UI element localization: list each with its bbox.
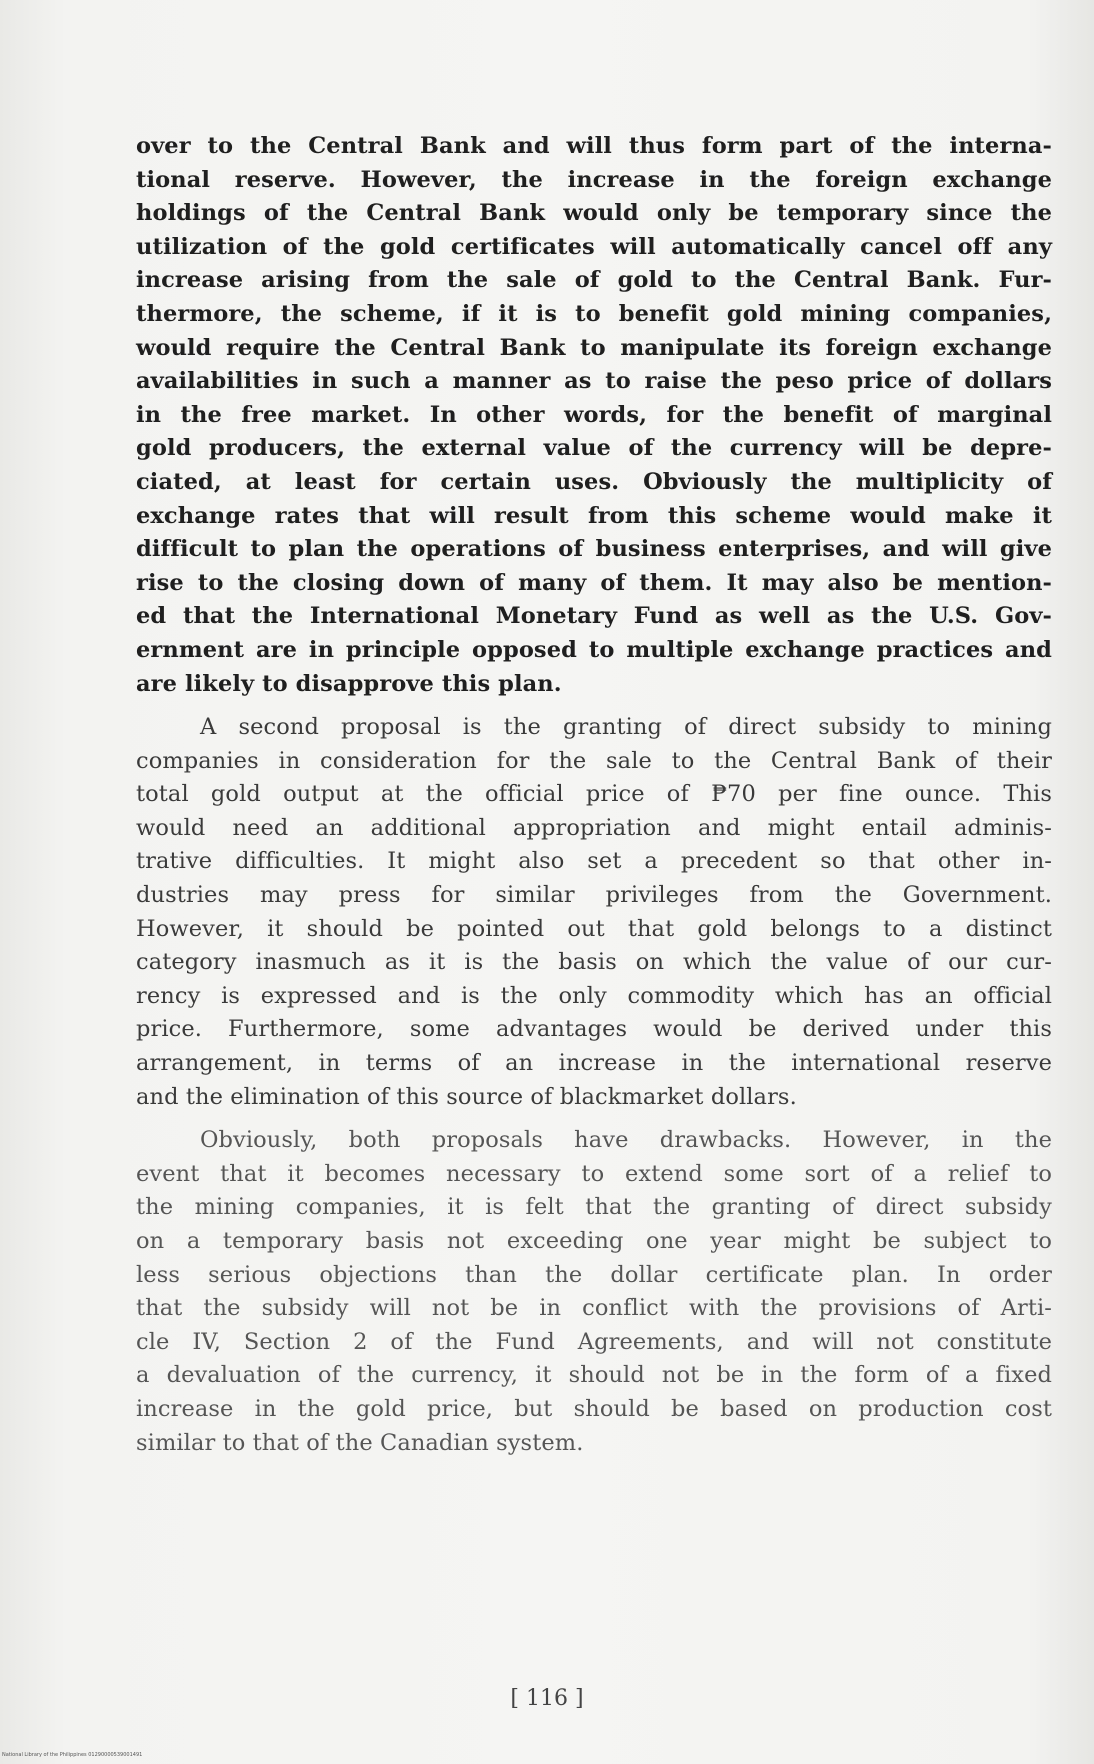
text-line: thermore, the scheme, if it is to benefit gold mining companies,	[136, 300, 1052, 327]
text-line: Obviously, both proposals have drawbacks. However, in the	[200, 1127, 1052, 1154]
text-line: price. Furthermore, some advantages would be derived under this	[136, 1016, 1052, 1043]
text-line: total gold output at the official price of ₱70 per fine ounce. This	[136, 781, 1052, 808]
text-line: that the subsidy will not be in conflict with the provisions of Arti-	[136, 1295, 1052, 1322]
text-line: in the free market. In other words, for the benefit of marginal	[136, 401, 1052, 428]
library-footer: National Library of the Philippines 01290000539001491	[2, 1752, 143, 1758]
text-line: category inasmuch as it is the basis on which the value of our cur-	[136, 949, 1052, 976]
text-line: a devaluation of the currency, it should not be in the form of a fixed	[136, 1362, 1052, 1389]
text-line: increase arising from the sale of gold to the Central Bank. Fur-	[136, 267, 1052, 294]
text-line: the mining companies, it is felt that the granting of direct subsidy	[136, 1194, 1052, 1221]
text-line: on a temporary basis not exceeding one year might be subject to	[136, 1228, 1052, 1254]
text-line: increase in the gold price, but should be based on production cost	[136, 1395, 1052, 1422]
text-line: difficult to plan the operations of business enterprises, and will give	[136, 536, 1052, 563]
text-line: ed that the International Monetary Fund as well as the U.S. Gov-	[136, 603, 1052, 630]
text-line: gold producers, the external value of the currency will be depre-	[136, 435, 1052, 462]
text-line: availabilities in such a manner as to raise the peso price of dollars	[136, 368, 1052, 395]
text-line: event that it becomes necessary to extend some sort of a relief to	[136, 1160, 1052, 1187]
text-line: ciated, at least for certain uses. Obviously the multiplicity of	[136, 468, 1052, 495]
text-line: over to the Central Bank and will thus form part of the interna-	[136, 133, 1052, 159]
text-line: utilization of the gold certificates will automatically cancel off any	[136, 233, 1052, 260]
text-line: companies in consideration for the sale to the Central Bank of their	[136, 747, 1052, 774]
text-line: dustries may press for similar privileges from the Government.	[136, 882, 1052, 909]
text-line: are likely to disapprove this plan.	[136, 670, 562, 697]
text-line: arrangement, in terms of an increase in the international reserve	[136, 1050, 1052, 1077]
paragraph-gap	[136, 701, 1052, 711]
paragraph-gap	[136, 1114, 1052, 1124]
text-line: would require the Central Bank to manipulate its foreign exchange	[136, 334, 1052, 361]
text-line: ernment are in principle opposed to multiple exchange practices and	[136, 636, 1052, 663]
text-line: trative difficulties. It might also set a precedent so that other in-	[136, 848, 1052, 875]
paragraph-2	[136, 711, 1052, 1114]
text-line: and the elimination of this source of blackmarket dollars.	[136, 1083, 797, 1110]
text-line: less serious objections than the dollar certificate plan. In order	[136, 1261, 1052, 1288]
text-line: rise to the closing down of many of them. It may also be mention-	[136, 569, 1052, 596]
body-text	[136, 130, 1052, 1460]
text-line: tional reserve. However, the increase in the foreign exchange	[136, 166, 1052, 193]
text-line: However, it should be pointed out that gold belongs to a distinct	[136, 915, 1052, 942]
paragraph-1	[136, 130, 1052, 701]
text-line: would need an additional appropriation and might entail adminis-	[136, 814, 1052, 841]
text-line: rency is expressed and is the only commodity which has an official	[136, 982, 1052, 1009]
text-line: similar to that of the Canadian system.	[136, 1429, 584, 1456]
text-line: cle IV, Section 2 of the Fund Agreements, and will not constitute	[136, 1328, 1052, 1355]
text-line: holdings of the Central Bank would only be temporary since the	[136, 200, 1052, 227]
paragraph-3	[136, 1124, 1052, 1460]
text-line: exchange rates that will result from this scheme would make it	[136, 502, 1052, 529]
page-number: [ 116 ]	[510, 1686, 584, 1711]
text-line: A second proposal is the granting of direct subsidy to mining	[200, 714, 1052, 741]
